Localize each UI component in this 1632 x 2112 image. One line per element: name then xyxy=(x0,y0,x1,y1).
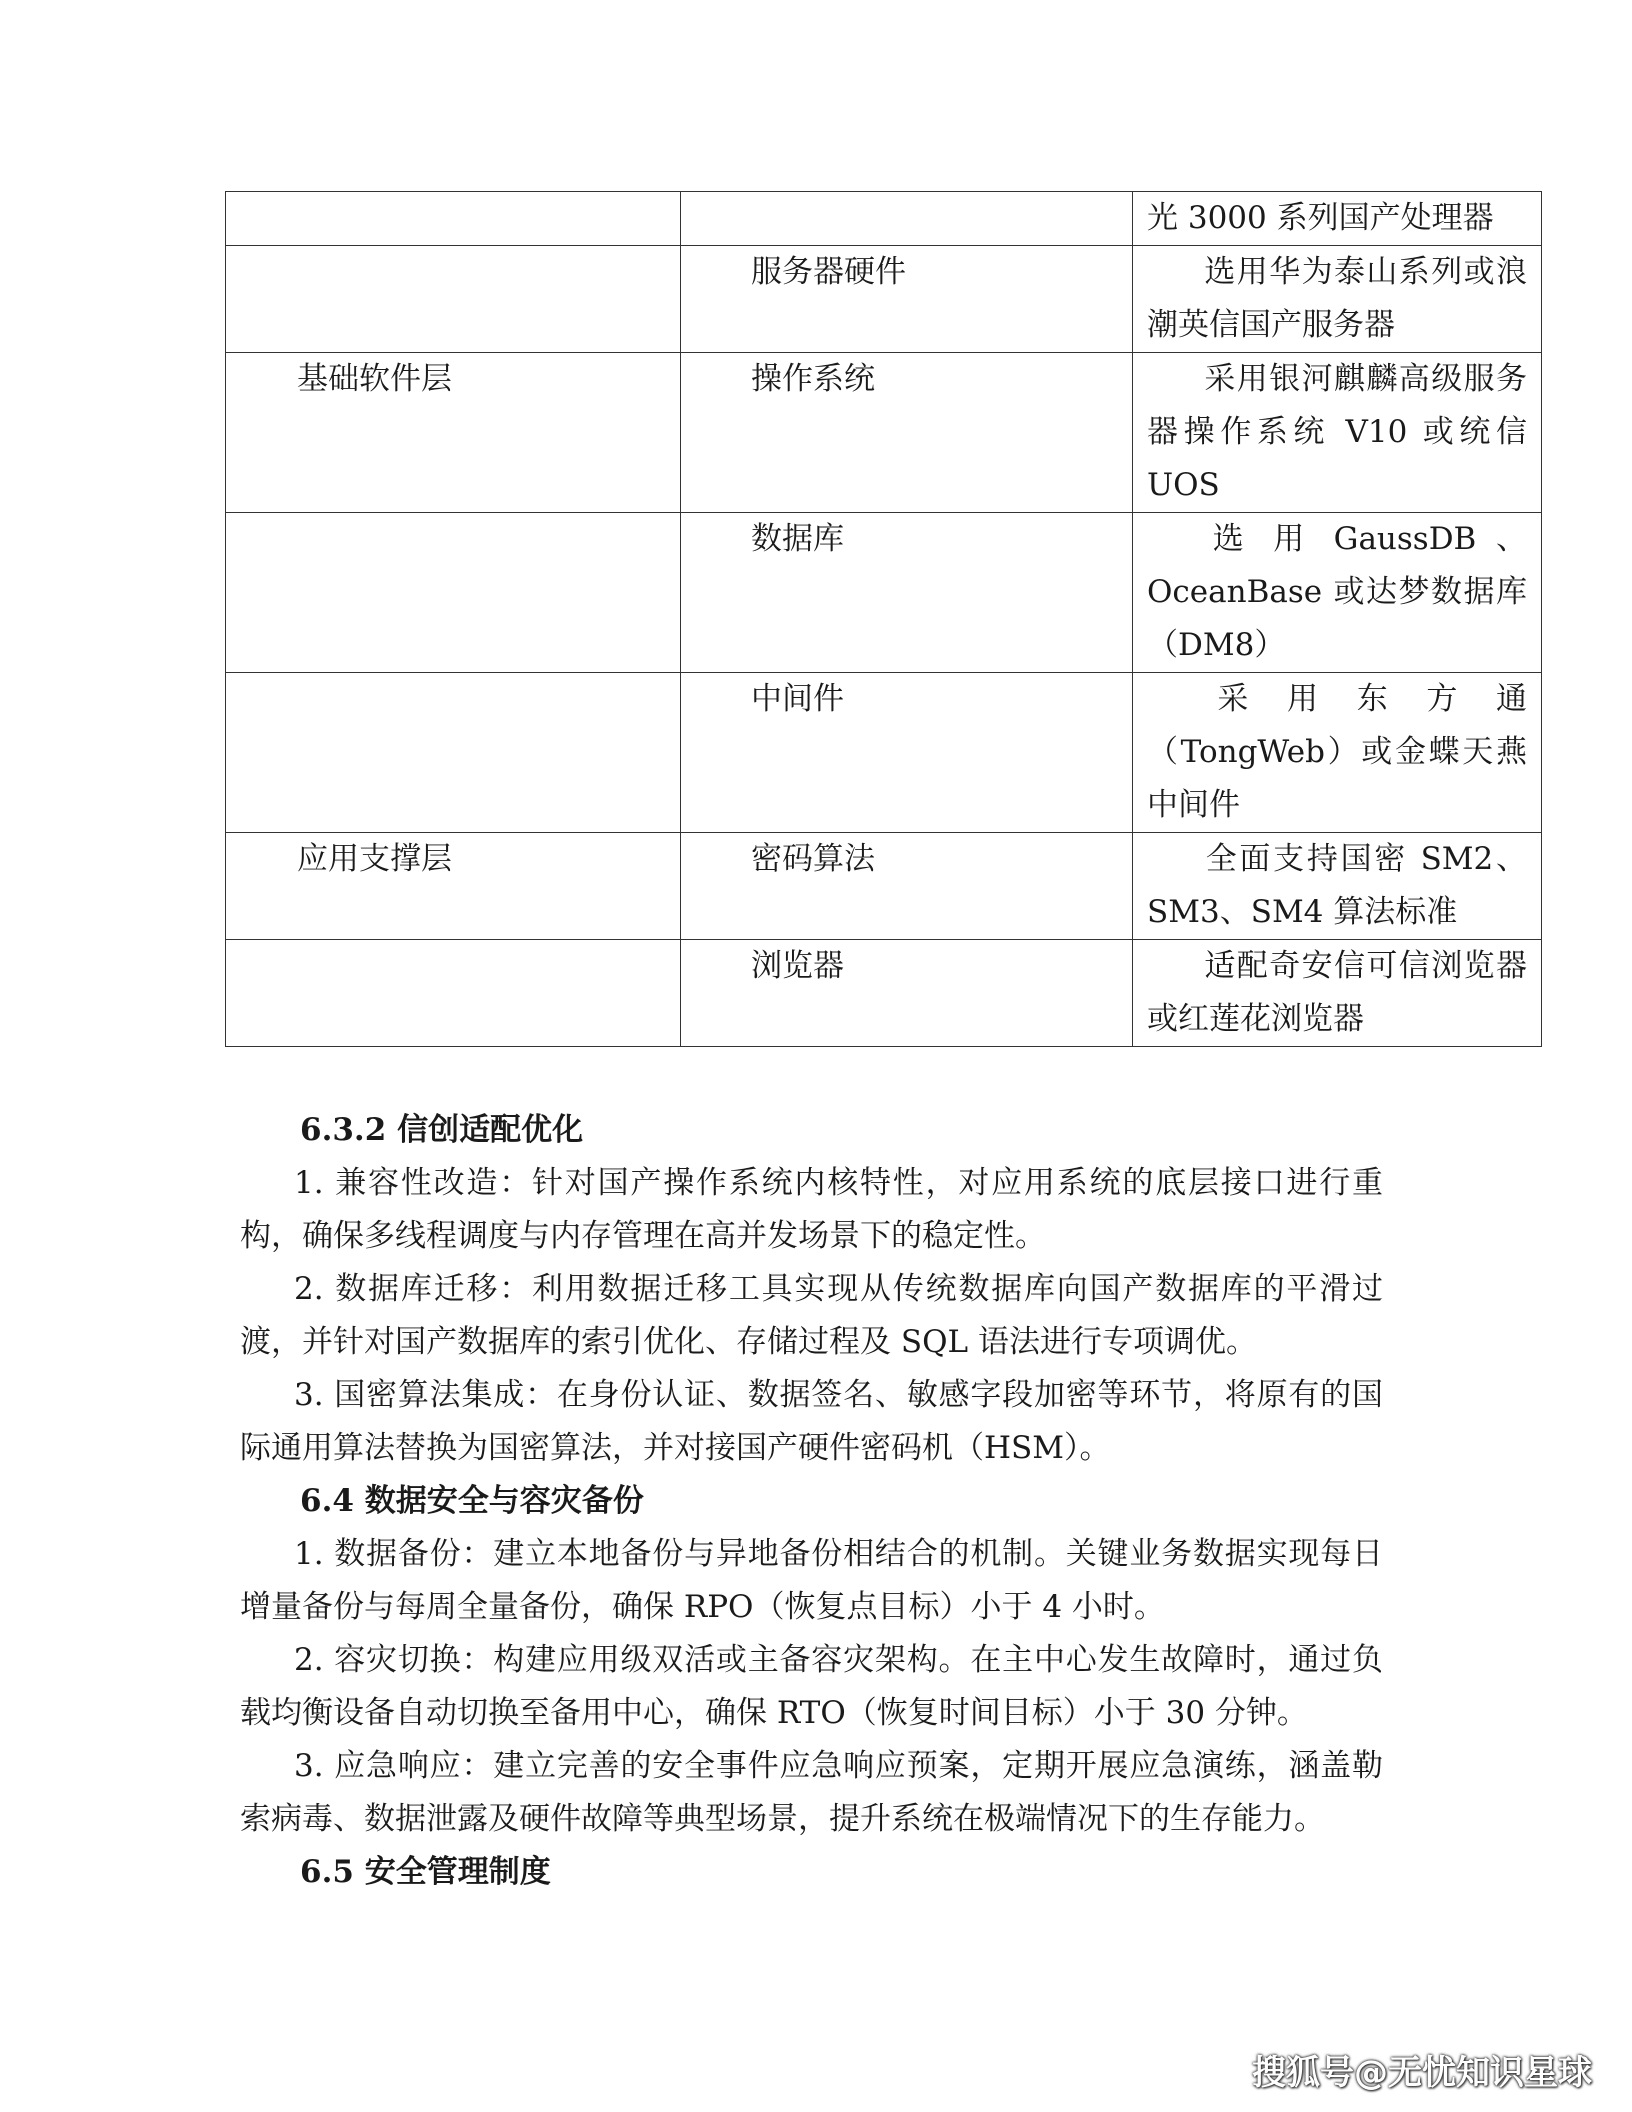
item-cell: 服务器硬件 xyxy=(681,246,1133,353)
detail-cell xyxy=(1133,246,1542,353)
layer-cell: 应用支撑层 xyxy=(226,833,681,940)
table-row xyxy=(226,673,1542,833)
item-cell: 中间件 xyxy=(681,673,1133,833)
detail-cell xyxy=(1133,673,1542,833)
layer-cell xyxy=(226,192,681,246)
detail-text: 适配奇安信可信浏览器或红莲花浏览器 xyxy=(1147,948,1527,1037)
detail-cell xyxy=(1133,353,1542,513)
layer-cell xyxy=(226,513,681,673)
layer-cell xyxy=(226,246,681,353)
heading-6-3-2: 6.3.2 信创适配优化 xyxy=(300,1112,584,1148)
table-row xyxy=(226,192,1542,246)
layer-cell xyxy=(226,940,681,1047)
paragraph-failover: 2. 容灾切换：构建应用级双活或主备容灾架构。在主中心发生故障时，通过负载均衡设备自动切换至备用中心，确保 RTO（恢复时间目标）小于 30 分钟。 xyxy=(240,1642,1383,1731)
item-cell: 操作系统 xyxy=(681,353,1133,513)
detail-cell xyxy=(1133,940,1542,1047)
heading-6-5: 6.5 安全管理制度 xyxy=(300,1854,551,1890)
paragraph-backup: 1. 数据备份：建立本地备份与异地备份相结合的机制。关键业务数据实现每日增量备份与每周全量备份，确保 RPO（恢复点目标）小于 4 小时。 xyxy=(240,1536,1383,1625)
table-row xyxy=(226,833,1542,940)
paragraph-compatibility: 1. 兼容性改造：针对国产操作系统内核特性，对应用系统的底层接口进行重构，确保多线程调度与内存管理在高并发场景下的稳定性。 xyxy=(240,1165,1383,1254)
table-row xyxy=(226,246,1542,353)
detail-text: 全面支持国密 SM2、SM3、SM4 算法标准 xyxy=(1147,841,1527,930)
item-cell: 密码算法 xyxy=(681,833,1133,940)
detail-cell xyxy=(1133,833,1542,940)
heading-6-4: 6.4 数据安全与容灾备份 xyxy=(300,1483,644,1519)
table-row xyxy=(226,940,1542,1047)
table-row xyxy=(226,353,1542,513)
paragraph-emergency: 3. 应急响应：建立完善的安全事件应急响应预案，定期开展应急演练，涵盖勒索病毒、数据泄露及硬件故障等典型场景，提升系统在极端情况下的生存能力。 xyxy=(240,1748,1383,1837)
item-cell xyxy=(681,192,1133,246)
detail-text: 采 用 东 方 通（TongWeb）或金蝶天燕中间件 xyxy=(1147,681,1527,823)
table-row xyxy=(226,513,1542,673)
detail-text: 采用银河麒麟高级服务器操作系统 V10 或统信 UOS xyxy=(1147,361,1527,503)
item-cell: 浏览器 xyxy=(681,940,1133,1047)
detail-text: 光 3000 系列国产处理器 xyxy=(1147,200,1494,236)
paragraph-crypto: 3. 国密算法集成：在身份认证、数据签名、敏感字段加密等环节，将原有的国际通用算法替换为国密算法，并对接国产硬件密码机（HSM）。 xyxy=(240,1377,1383,1466)
detail-cell xyxy=(1133,513,1542,673)
item-cell: 数据库 xyxy=(681,513,1133,673)
detail-text: 选用华为泰山系列或浪潮英信国产服务器 xyxy=(1147,254,1527,343)
detail-cell xyxy=(1133,192,1542,246)
layer-cell xyxy=(226,673,681,833)
detail-text: 选 用 GaussDB 、OceanBase 或达梦数据库（DM8） xyxy=(1147,521,1527,663)
layer-cell: 基础软件层 xyxy=(226,353,681,513)
spec-table xyxy=(225,191,1542,1047)
watermark: 搜狐号@无忧知识星球 xyxy=(1252,2053,1592,2093)
paragraph-db-migration: 2. 数据库迁移：利用数据迁移工具实现从传统数据库向国产数据库的平滑过渡，并针对国产数据库的索引优化、存储过程及 SQL 语法进行专项调优。 xyxy=(240,1271,1383,1360)
